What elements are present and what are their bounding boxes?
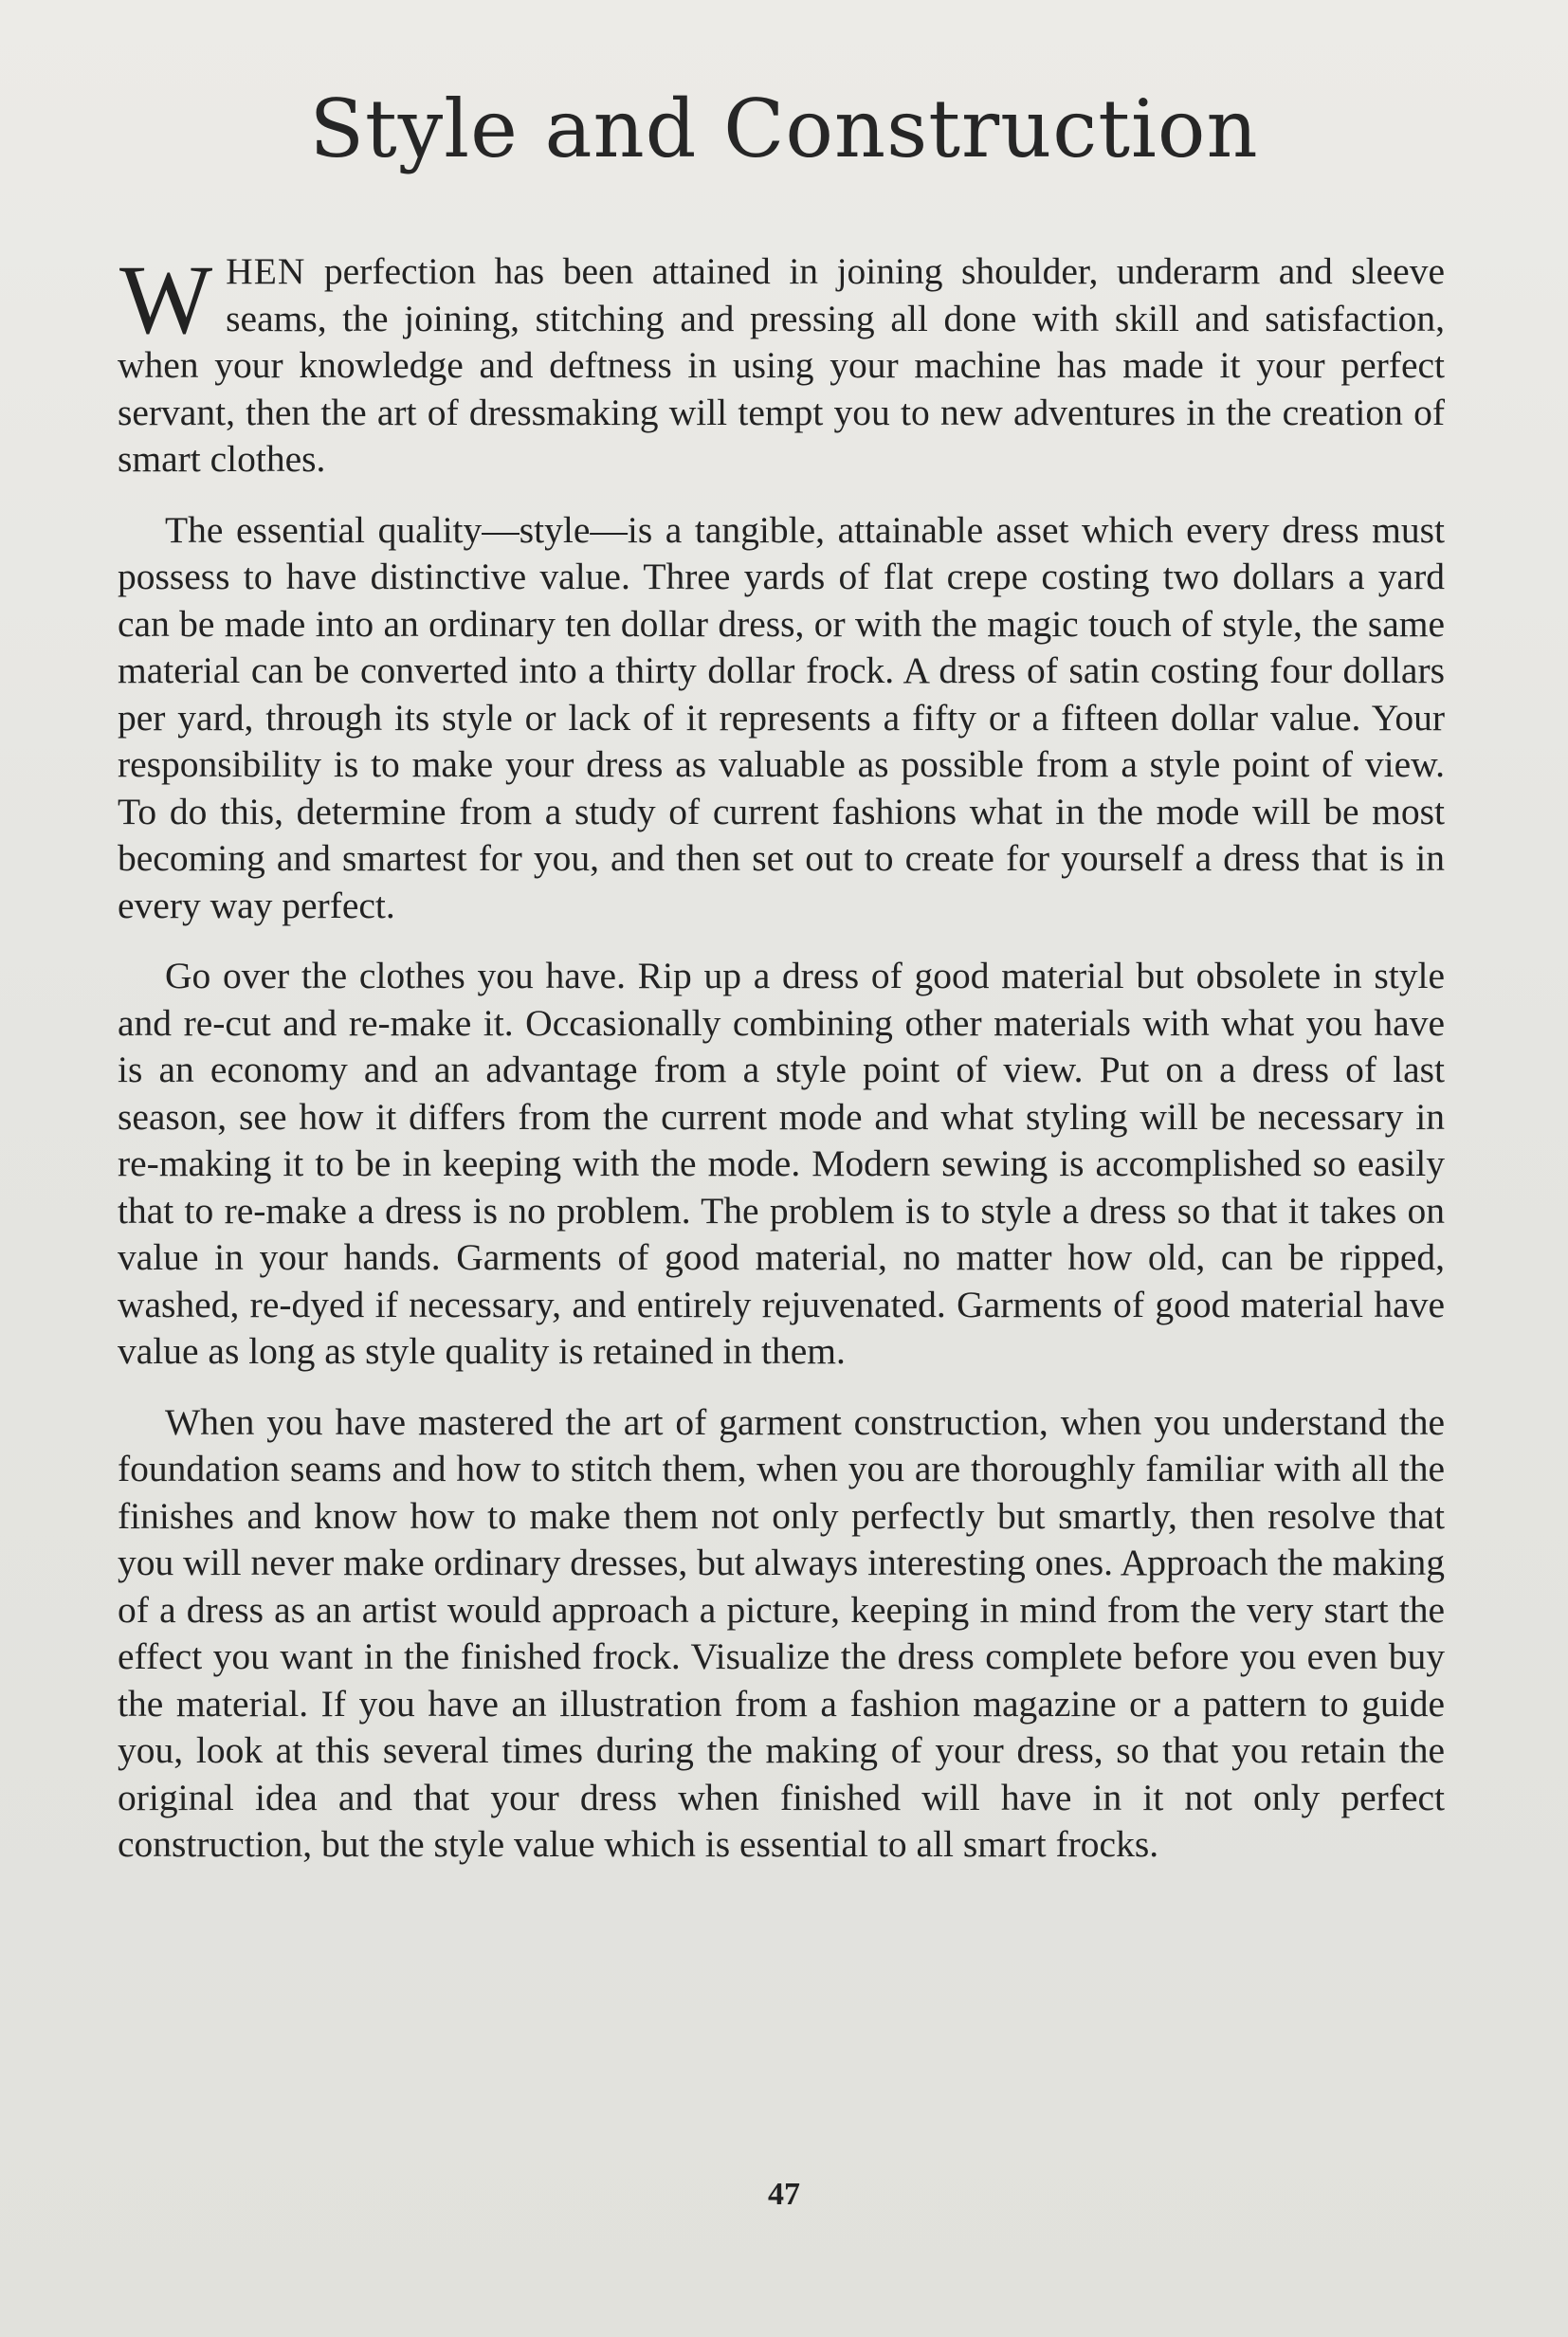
lead-word: HEN [226, 250, 306, 292]
paragraph-2: The essential quality—style—is a tangible, attainable asset which every dress must possess to have distinctive value. Three yards of flat crepe costing two dollars a yard can be made into an ordinary ten dollar dress, or with the magic touch of style, the same material can be converted into a thirty dollar frock. A dress of satin costing four dollars per yard, through its style or lack of it represents a fifty or a fifteen dollar value. Your responsibility is to make your dress as valuable as possible from a style point of view. To do this, determine from a study of current fashions what in the mode will be most becoming and smartest for you, and then set out to create for yourself a dress that is in every way perfect. [118, 508, 1445, 926]
page-title: Style and Construction [309, 82, 1259, 175]
paragraph-1 [118, 248, 1445, 484]
body-text [118, 248, 1445, 1892]
paragraph-4: When you have mastered the art of garment construction, when you understand the foundation seams and how to stitch them, when you are thoroughly familiar with all the finishes and know how to make them not only perfectly but smartly, then resolve that you will never make ordinary dresses, but always interesting ones. Approach the making of a dress as an artist would approach a picture, keeping in mind from the very start the effect you want in the finished frock. Visualize the dress complete before you even buy the material. If you have an illustration from a fashion magazine or a pattern to guide you, look at this several times during the making of your dress, so that you retain the original idea and that your dress when finished will have in it not only perfect construction, but the style value which is essential to all smart frocks. [118, 1400, 1445, 1865]
drop-cap-letter: W [119, 246, 213, 355]
page-number: 47 [768, 2177, 800, 2212]
paragraph-3: Go over the clothes you have. Rip up a dress of good material but obsolete in style and re-cut and re-make it. Occasionally combining other materials with what you have is an economy and an advantage from a style point of view. Put on a dress of last season, see how it differs from the current mode and what styling will be necessary in re-making it to be in keeping with the mode. Modern sewing is accomplished so easily that to re-make a dress is no problem. The problem is to style a dress so that it takes on value in your hands. Garments of good material, no matter how old, can be ripped, washed, re-dyed if necessary, and entirely rejuvenated. Garments of good material have value as long as style quality is retained in them. [118, 955, 1445, 1372]
paragraph-1-text: perfection has been attained in joining shoulder, underarm and sleeve seams, the joining, stitching and pressing all done with skill and satisfaction, when your knowledge and deftness in using your machine has made it your perfect servant, then the art of dressmaking will tempt you to new adventures in the creation of smart clothes. [118, 250, 1445, 480]
